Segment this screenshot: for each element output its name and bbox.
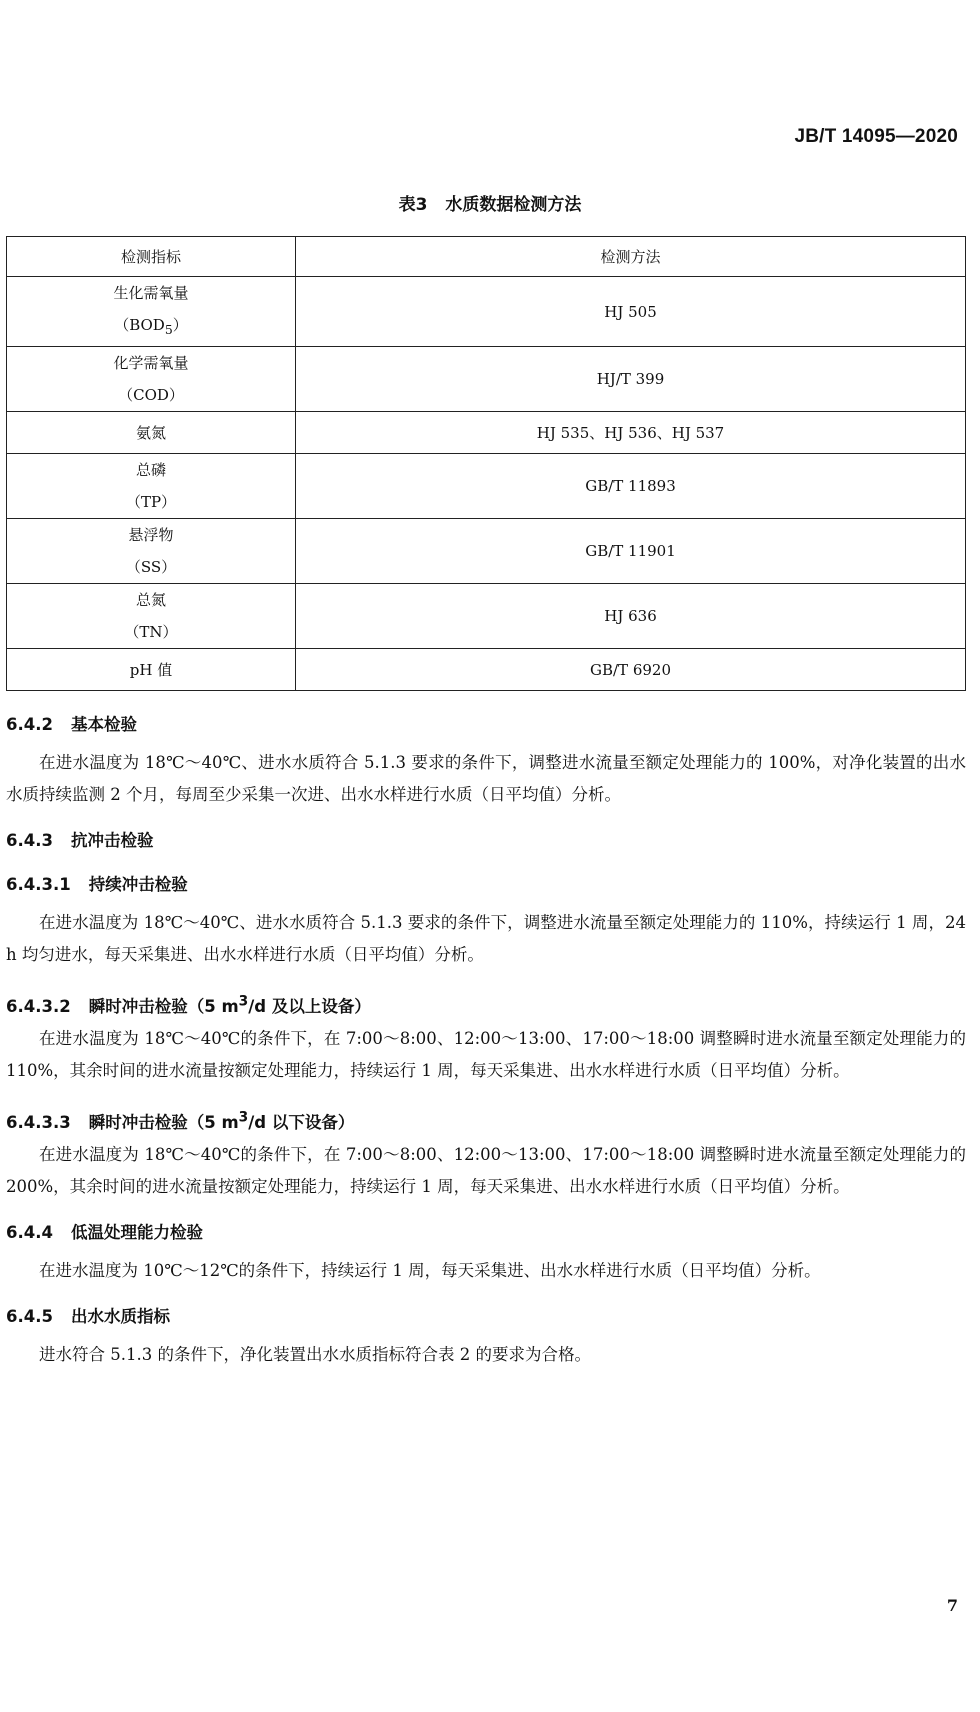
table-row: [7, 454, 966, 519]
section-paragraph: 进水符合 5.1.3 的条件下，净化装置出水水质指标符合表 2 的要求为合格。: [39, 1345, 591, 1364]
indicator-name: 总磷: [135, 461, 166, 479]
section-number: 6.4.3.2: [6, 996, 71, 1016]
section-paragraph: 在进水温度为 18℃～40℃的条件下，在 7:00～8:00、12:00～13:00、17:00～18:00 调整瞬时进水流量至额定处理能力的 200%，其余时间的进水流量按额定处理能力，持续运行 1 周，每天采集进、出水水样进行水质（日平均值）分析。: [6, 1145, 966, 1196]
section-paragraph: 在进水温度为 18℃～40℃、进水水质符合 5.1.3 要求的条件下，调整进水流量至额定处理能力的 110%，持续运行 1 周，24 h 均匀进水，每天采集进、出水水样进行水质（日平均值）分析。: [6, 913, 966, 964]
indicator-abbr: （TP）: [125, 493, 177, 511]
title-text-end: /d 及以上设备）: [248, 996, 371, 1016]
section-number: 6.4.3.3: [6, 1112, 71, 1132]
page-number: 7: [946, 1596, 958, 1615]
title-superscript: 3: [238, 993, 249, 1009]
section-heading-6-4-4: [6, 1211, 966, 1255]
table-title: 水质数据检测方法: [445, 195, 582, 215]
section-title: 抗冲击检验: [70, 831, 154, 850]
section-title: 持续冲击检验: [88, 875, 188, 894]
section-paragraph: 在进水温度为 18℃～40℃、进水水质符合 5.1.3 要求的条件下，调整进水流量至额定处理能力的 100%，对净化装置的出水水质持续监测 2 个月，每周至少采集一次进、出水水样进行水质（日平均值）分析。: [6, 753, 966, 804]
section-number: 6.4.4: [6, 1223, 53, 1242]
section-paragraph: 在进水温度为 10℃～12℃的条件下，持续运行 1 周，每天采集进、出水水样进行水质（日平均值）分析。: [39, 1261, 821, 1280]
table-row: [7, 277, 966, 347]
indicator-abbr: （TN）: [124, 623, 178, 641]
method-cell: GB/T 11893: [296, 454, 966, 519]
section-number: 6.4.3: [6, 831, 53, 850]
abbr-text: （BOD: [114, 316, 165, 334]
abbr-subscript: 5: [164, 322, 173, 337]
section-title: [88, 1109, 355, 1132]
indicator-name: 化学需氧量: [113, 354, 189, 372]
indicator-abbr: （SS）: [125, 558, 177, 576]
section-paragraph: 在进水温度为 18℃～40℃的条件下，在 7:00～8:00、12:00～13:00、17:00～18:00 调整瞬时进水流量至额定处理能力的 110%，其余时间的进水流量按额定处理能力，持续运行 1 周，每天采集进、出水水样进行水质（日平均值）分析。: [6, 1029, 966, 1080]
method-cell: GB/T 11901: [296, 519, 966, 584]
indicator-name: 生化需氧量: [113, 284, 189, 302]
indicator-cell: [7, 519, 296, 584]
table-row: [7, 519, 966, 584]
document-code: JB/T 14095—2020: [794, 126, 958, 147]
indicator-abbr: [7, 309, 295, 346]
section-title: [88, 993, 371, 1016]
method-cell: HJ 535、HJ 536、HJ 537: [296, 412, 966, 454]
section-number: 6.4.3.1: [6, 875, 71, 894]
indicator-cell: [7, 347, 296, 412]
method-cell: HJ/T 399: [296, 347, 966, 412]
indicator-abbr: （COD）: [118, 386, 184, 404]
section-heading-6-4-2: [6, 703, 966, 747]
table-header-row: [7, 237, 966, 277]
abbr-close: ）: [172, 316, 188, 334]
table-row: [7, 584, 966, 649]
method-cell: GB/T 6920: [296, 649, 966, 691]
title-text-end: /d 以下设备）: [248, 1112, 355, 1132]
title-text: 瞬时冲击检验（5 m: [88, 1112, 239, 1132]
section-body: [6, 703, 966, 1379]
section-heading-6-4-3: [6, 819, 966, 863]
table-caption: [0, 190, 980, 215]
table-row: [7, 649, 966, 691]
title-text: 瞬时冲击检验（5 m: [88, 996, 239, 1016]
section-title: 出水水质指标: [70, 1307, 170, 1326]
section-heading-6-4-3-2: [6, 979, 966, 1023]
section-heading-6-4-5: [6, 1295, 966, 1339]
test-methods-table: [6, 236, 966, 691]
section-number: 6.4.2: [6, 715, 53, 734]
section-heading-6-4-3-3: [6, 1095, 966, 1139]
indicator-cell: [7, 277, 296, 347]
indicator-cell: [7, 584, 296, 649]
indicator-name: 悬浮物: [128, 526, 174, 544]
table-row: [7, 412, 966, 454]
table-number: 表3: [398, 195, 428, 215]
header-method: 检测方法: [296, 237, 966, 277]
section-number: 6.4.5: [6, 1307, 53, 1326]
section-title: 低温处理能力检验: [70, 1223, 203, 1242]
section-heading-6-4-3-1: [6, 863, 966, 907]
method-cell: HJ 505: [296, 277, 966, 347]
section-title: 基本检验: [70, 715, 137, 734]
method-cell: HJ 636: [296, 584, 966, 649]
indicator-cell: [7, 454, 296, 519]
header-indicator: 检测指标: [7, 237, 296, 277]
indicator-name: 总氮: [135, 591, 166, 609]
indicator-cell: pH 值: [7, 649, 296, 691]
title-superscript: 3: [238, 1109, 249, 1125]
indicator-cell: 氨氮: [7, 412, 296, 454]
table-row: [7, 347, 966, 412]
